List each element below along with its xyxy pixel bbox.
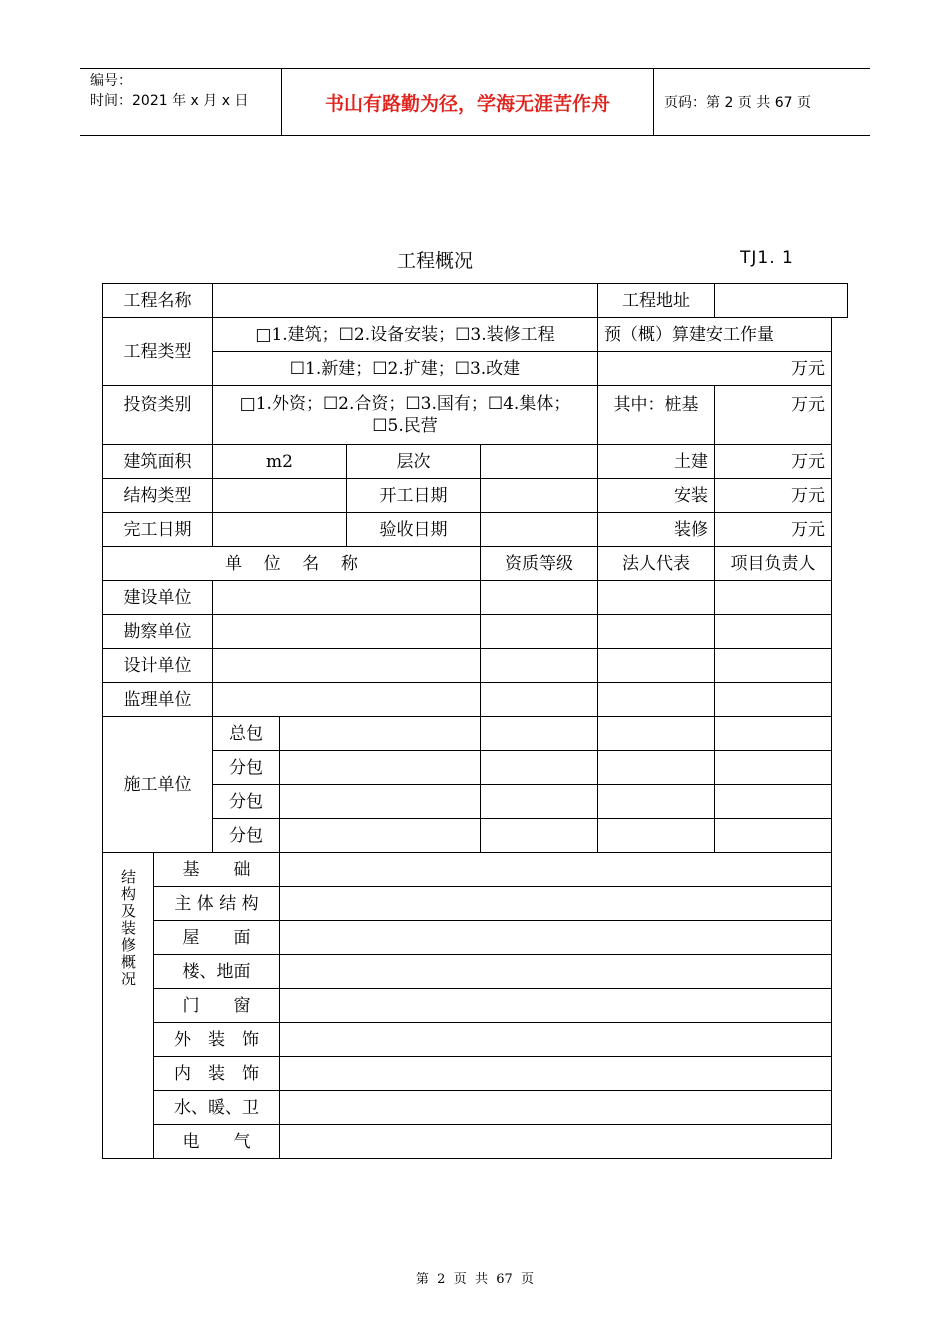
- sub-contract-label: 分包: [213, 751, 280, 785]
- general-contract-label: 总包: [213, 717, 280, 751]
- structure-item: 屋 面: [154, 921, 280, 955]
- sub3-name-field[interactable]: [280, 819, 481, 853]
- supervision-qualification-field[interactable]: [481, 683, 598, 717]
- sub3-qualification-field[interactable]: [481, 819, 598, 853]
- project-type-label: 工程类型: [103, 318, 213, 386]
- civil-unit: 万元: [715, 445, 832, 479]
- builder-legal-field[interactable]: [598, 581, 715, 615]
- structure-item-field[interactable]: [280, 1057, 832, 1091]
- supervision-pm-field[interactable]: [715, 683, 832, 717]
- budget-unit: 万元: [598, 352, 832, 386]
- structure-type-label: 结构类型: [103, 479, 213, 513]
- builder-qualification-field[interactable]: [481, 581, 598, 615]
- header-motto: 书山有路勤为径，学海无涯苦作舟: [282, 69, 654, 135]
- survey-label: 勘察单位: [103, 615, 213, 649]
- structure-item-field[interactable]: [280, 887, 832, 921]
- general-pm-field[interactable]: [715, 717, 832, 751]
- project-address-field[interactable]: [715, 284, 848, 318]
- structure-item: 外 装 饰: [154, 1023, 280, 1057]
- decor-unit: 万元: [715, 513, 832, 547]
- invest-type-options[interactable]: □1.外资；☐2.合资；☐3.国有；☐4.集体；☐5.民营: [213, 386, 598, 445]
- pile-label: 其中：桩基: [598, 386, 715, 445]
- structure-section-label: [103, 853, 154, 1159]
- civil-label: 土建: [598, 445, 715, 479]
- sub2-qualification-field[interactable]: [481, 785, 598, 819]
- sub1-name-field[interactable]: [280, 751, 481, 785]
- sub1-qualification-field[interactable]: [481, 751, 598, 785]
- floors-field[interactable]: [481, 445, 598, 479]
- start-date-field[interactable]: [481, 479, 598, 513]
- structure-item: 基 础: [154, 853, 280, 887]
- sub2-name-field[interactable]: [280, 785, 481, 819]
- structure-item-field[interactable]: [280, 1023, 832, 1057]
- structure-item: 楼、地面: [154, 955, 280, 989]
- survey-qualification-field[interactable]: [481, 615, 598, 649]
- pm-header: 项目负责人: [715, 547, 832, 581]
- install-label: 安装: [598, 479, 715, 513]
- qualification-header: 资质等级: [481, 547, 598, 581]
- time-label: 时间：2021 年 x 月 x 日: [90, 93, 249, 109]
- legal-rep-header: 法人代表: [598, 547, 715, 581]
- structure-type-field[interactable]: [213, 479, 347, 513]
- design-name-field[interactable]: [213, 649, 481, 683]
- structure-item-field[interactable]: [280, 921, 832, 955]
- project-name-field[interactable]: [213, 284, 598, 318]
- sub1-pm-field[interactable]: [715, 751, 832, 785]
- builder-name-field[interactable]: [213, 581, 481, 615]
- structure-item-field[interactable]: [280, 1125, 832, 1159]
- budget-label: 预（概）算建安工作量: [598, 318, 832, 352]
- structure-item: 内 装 饰: [154, 1057, 280, 1091]
- structure-item-field[interactable]: [280, 989, 832, 1023]
- sub-contract-label: 分包: [213, 819, 280, 853]
- page-title: 工程概况: [396, 250, 473, 272]
- sub3-legal-field[interactable]: [598, 819, 715, 853]
- sub1-legal-field[interactable]: [598, 751, 715, 785]
- area-label: 建筑面积: [103, 445, 213, 479]
- finish-date-field[interactable]: [213, 513, 347, 547]
- project-name-label: 工程名称: [103, 284, 213, 318]
- design-legal-field[interactable]: [598, 649, 715, 683]
- construction-label: 施工单位: [103, 717, 213, 853]
- supervision-label: 监理单位: [103, 683, 213, 717]
- decor-label: 装修: [598, 513, 715, 547]
- general-name-field[interactable]: [280, 717, 481, 751]
- accept-date-field[interactable]: [481, 513, 598, 547]
- install-unit: 万元: [715, 479, 832, 513]
- supervision-legal-field[interactable]: [598, 683, 715, 717]
- header-meta: [80, 69, 282, 135]
- general-qualification-field[interactable]: [481, 717, 598, 751]
- structure-item-field[interactable]: [280, 955, 832, 989]
- pile-unit: 万元: [715, 386, 832, 445]
- sub-contract-label: 分包: [213, 785, 280, 819]
- design-qualification-field[interactable]: [481, 649, 598, 683]
- supervision-name-field[interactable]: [213, 683, 481, 717]
- builder-pm-field[interactable]: [715, 581, 832, 615]
- project-overview-table: [102, 283, 848, 1159]
- design-label: 设计单位: [103, 649, 213, 683]
- survey-pm-field[interactable]: [715, 615, 832, 649]
- sub3-pm-field[interactable]: [715, 819, 832, 853]
- structure-item: 门 窗: [154, 989, 280, 1023]
- page-header: [80, 68, 870, 136]
- unit-name-header: 单 位 名 称: [103, 547, 481, 581]
- structure-item-field[interactable]: [280, 853, 832, 887]
- invest-type-label: 投资类别: [103, 386, 213, 445]
- finish-date-label: 完工日期: [103, 513, 213, 547]
- number-label: 编号：: [90, 73, 132, 89]
- survey-name-field[interactable]: [213, 615, 481, 649]
- form-code: TJ1. 1: [740, 248, 794, 268]
- design-pm-field[interactable]: [715, 649, 832, 683]
- floors-label: 层次: [347, 445, 481, 479]
- structure-section-text: 结构及装修概况: [119, 869, 137, 988]
- structure-item: 电 气: [154, 1125, 280, 1159]
- project-type-options-2[interactable]: ☐1.新建；☐2.扩建；☐3.改建: [213, 352, 598, 386]
- project-address-label: 工程地址: [598, 284, 715, 318]
- structure-item: 主 体 结 构: [154, 887, 280, 921]
- area-unit: m2: [213, 445, 347, 479]
- accept-date-label: 验收日期: [347, 513, 481, 547]
- start-date-label: 开工日期: [347, 479, 481, 513]
- builder-label: 建设单位: [103, 581, 213, 615]
- project-type-options-1[interactable]: □1.建筑；☐2.设备安装；☐3.装修工程: [213, 318, 598, 352]
- sub2-pm-field[interactable]: [715, 785, 832, 819]
- page-footer: 第 2 页 共 67 页: [415, 1272, 535, 1287]
- structure-item-field[interactable]: [280, 1091, 832, 1125]
- general-legal-field[interactable]: [598, 717, 715, 751]
- header-page-number: 页码：第 2 页 共 67 页: [664, 95, 811, 111]
- survey-legal-field[interactable]: [598, 615, 715, 649]
- structure-item: 水、暖、卫: [154, 1091, 280, 1125]
- sub2-legal-field[interactable]: [598, 785, 715, 819]
